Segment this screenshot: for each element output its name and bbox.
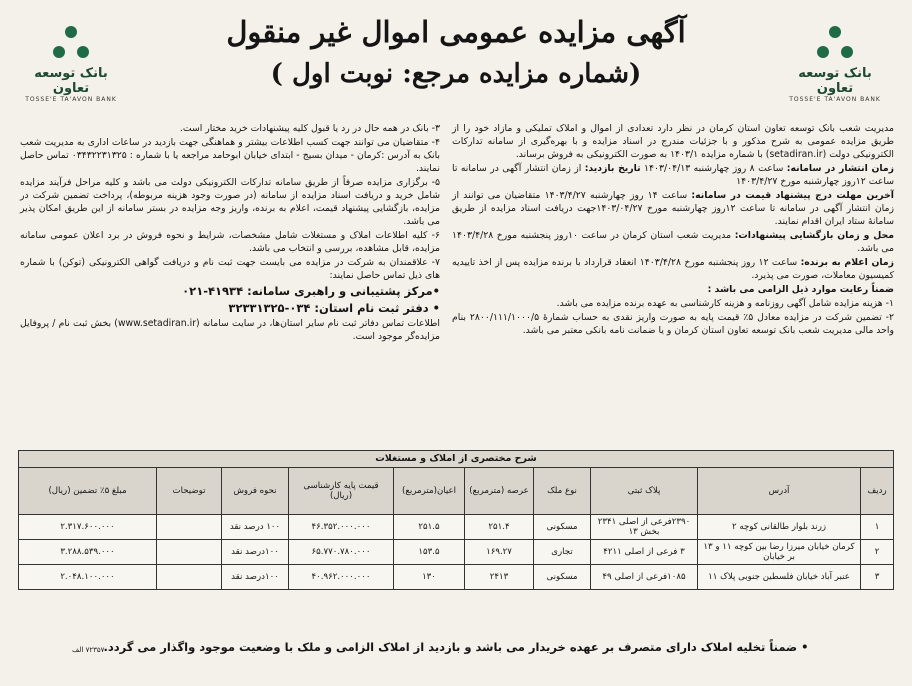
cell-sale-method: ۱۰۰درصد نقد — [222, 565, 289, 590]
right-column — [452, 122, 894, 338]
cell-address: زرند بلوار طالقانی کوچه ۲ — [698, 515, 861, 540]
publish-label: زمان انتشار در سامانه: — [786, 163, 894, 174]
cell-address: کرمان خیابان میرزا رضا بین کوچه ۱۱ و ۱۳ بر خیابان — [698, 540, 861, 565]
col-land-area: عرصه (مترمربع) — [465, 468, 534, 515]
cell-registration-plate: ۱۰۸۵فرعی از اصلی ۴۹ — [591, 565, 698, 590]
registration-info: اطلاعات تماس دفاتر ثبت نام سایر استان‌ها، در سایت سامانه (www.setadiran.ir) بخش ثبت نام / پروفایل مزایده‌گر موجود است. — [20, 318, 440, 342]
bank-name: بانک توسعه تعاون — [34, 66, 108, 96]
cell-row-number: ۲ — [861, 540, 894, 565]
cell-building-area: ۱۳۰ — [394, 565, 465, 590]
left-column — [20, 122, 440, 344]
condition-2: ۲- تضمین شرکت در مزایده معادل ۵٪ قیمت پایه به صورت واریز نقدی به حساب شمارهٔ ۲۸۰۰/۱۱۱/۱۰۰۰/۵ بنام واحد مالی مدیریت شعب بانک توسعه تعاون استان کرمان و یا ضمانت نامه بانکی معتبر می باشد. — [452, 312, 894, 336]
opening-line — [452, 229, 894, 255]
cell-property-type: مسکونی — [534, 515, 591, 540]
bank-emblem-icon — [813, 24, 857, 64]
cell-row-number: ۳ — [861, 565, 894, 590]
intro-paragraph: مدیریت شعب بانک توسعه تعاون استان کرمان در نظر دارد تعدادی از اموال و املاک تملیکی و مازاد خود را از طریق مزایده عمومی به شرح مذکور و با جزئیات مندرج در اسناد مزایده و با بهره‌گیری از سامانه تدارکات الکترونیکی دولت (setadiran.ir) با شماره مزایده ۱۴۰۳/۱ به صورت الکترونیکی به فروش برساند. — [452, 123, 894, 160]
cell-notes — [157, 515, 222, 540]
cell-guarantee-amount: ۳.۲۸۸.۵۳۹.۰۰۰ — [19, 540, 157, 565]
opening-label: محل و زمان بازگشایی پیشنهادات: — [734, 230, 894, 241]
bank-logo-left — [16, 24, 126, 103]
title-line-2: (شماره مزایده مرجع: نوبت اول ) — [270, 59, 642, 89]
col-property-type: نوع ملک — [534, 468, 591, 515]
publish-text: ساعت ۸ روز چهارشنبه ۱۴۰۳/۰۴/۱۳ — [644, 163, 784, 174]
bank-name: بانک توسعه تعاون — [798, 66, 872, 96]
cell-notes — [157, 540, 222, 565]
visit-label: تاریخ بازدید: — [584, 163, 641, 174]
cell-sale-method: ۱۰۰درصد نقد — [222, 540, 289, 565]
cell-base-price: ۶۵.۷۷۰.۷۸۰.۰۰۰ — [289, 540, 394, 565]
cell-guarantee-amount: ۲.۰۴۸.۱۰۰.۰۰۰ — [19, 565, 157, 590]
cell-building-area: ۱۵۳.۵ — [394, 540, 465, 565]
cell-property-type: تجاری — [534, 540, 591, 565]
publication-code: ۷۲۳۵۷ الف — [72, 646, 105, 654]
col-building-area: اعیان(مترمربع) — [394, 468, 465, 515]
cell-address: عنبر آباد خیابان فلسطین جنوبی پلاک ۱۱ — [698, 565, 861, 590]
col-notes: توضیحات — [157, 468, 222, 515]
deadline-label: آخرین مهلت درج پیشنهاد قیمت در سامانه: — [691, 190, 894, 201]
support-center-phone: •مرکز پشتیبانی و راهبری سامانه: ۴۱۹۳۴-۰۲۱ — [182, 284, 440, 298]
mandatory-title: ضمناً رعایت موارد ذیل الزامی می باشد : — [707, 284, 894, 295]
properties-table — [18, 467, 894, 590]
col-guarantee-amount: مبلغ ۵٪ تضمین (ریال) — [19, 468, 157, 515]
condition-5: ۵- برگزاری مزایده صرفاً از طریق سامانه تدارکات الکترونیکی دولت می باشد و کلیه مراحل فرآیند مزایده شامل خرید و دریافت اسناد مزایده از سامانه (در صورت وجود هزینه مربوطه)، پرداخت تضمین شرکت در مزایده، بازگشایی پیشنهاد قیمت، اعلام به برنده، واریز وجه مزایده در بستر سامانه از این طریق امکان پذیر می باشد. — [20, 177, 440, 227]
col-address: آدرس — [698, 468, 861, 515]
col-row-number: ردیف — [861, 468, 894, 515]
condition-6: ۶- کلیه اطلاعات املاک و مستغلات شامل مشخصات، شرایط و نحوه فروش در برد اعلان عمومی سامانه مزایده، قابل مشاهده، بررسی و انتخاب می باشد. — [20, 230, 440, 254]
table-title: شرح مختصری از املاک و مستغلات — [18, 450, 894, 467]
winner-label: زمان اعلام به برنده: — [800, 257, 894, 268]
condition-1: ۱- هزینه مزایده شامل آگهی روزنامه و هزینه کارشناسی به عهده برنده مزایده می باشد. — [556, 298, 894, 309]
cell-base-price: ۴۶.۳۵۲.۰۰۰.۰۰۰ — [289, 515, 394, 540]
cell-row-number: ۱ — [861, 515, 894, 540]
col-sale-method: نحوه فروش — [222, 468, 289, 515]
condition-4: ۴- متقاضیان می توانند جهت کسب اطلاعات بیشتر و هماهنگی جهت بازدید در ساعات اداری به مدیریت شعب بانک به آدرس :کرمان - میدان بسیج - ابتدای خیابان ابوحامد مراجعه یا با شماره : ۰۳۴۳۲۲۳۱۳۲۵ تماس حاصل نمایند. — [20, 137, 441, 174]
table-row — [19, 565, 894, 590]
table-row — [19, 515, 894, 540]
title-line-1: آگهی مزایده عمومی اموال غیر منقول — [226, 15, 686, 49]
cell-property-type: مسکونی — [534, 565, 591, 590]
condition-3: ۳- بانک در همه حال در رد یا قبول کلیه پیشنهادات خرید مختار است. — [179, 123, 440, 134]
opening-text: مدیریت شعب استان کرمان در ساعت ۱۰روز پنجشنبه مورخ ۱۴۰۳/۴/۲۸ می باشد. — [452, 230, 894, 254]
deadline-text: ساعت ۱۴ روز چهارشنبه ۱۴۰۳/۴/۲۷ متقاضیان می توانند از زمان انتشار آگهی در سامانه تا ساعت ۱۲روز چهارشنبه مورخ ۱۴۰۳/۰۴/۲۷جهت دریافت اسناد مزایده از طریق سامانهٔ ستاد ایران اقدام نمایند. — [452, 190, 894, 227]
col-base-price: قیمت پایه کارشناسی (ریال) — [289, 468, 394, 515]
cell-base-price: ۴۰.۹۶۲.۰۰۰.۰۰۰ — [289, 565, 394, 590]
winner-line — [452, 256, 894, 282]
col-registration-plate: پلاک ثبتی — [591, 468, 698, 515]
header — [10, 6, 902, 118]
table-row — [19, 540, 894, 565]
cell-registration-plate: ۳ فرعی از اصلی ۴۲۱۱ — [591, 540, 698, 565]
winner-text: ساعت ۱۲ روز پنجشنبه مورخ ۱۴۰۳/۴/۲۸ انعقاد قرارداد با برنده مزایده پس از اخذ تاییدیه کمیسیون معاملات، صورت می پذیرد. — [452, 257, 894, 281]
cell-land-area: ۲۴۱۳ — [465, 565, 534, 590]
cell-building-area: ۲۵۱.۵ — [394, 515, 465, 540]
cell-registration-plate: ۲۳۹۰فرعی از اصلی ۲۳۴۱ بخش ۱۳ — [591, 515, 698, 540]
bank-latin-name: TOSSE'E TA'AVON BANK — [25, 96, 117, 103]
properties-table-wrapper — [18, 450, 894, 590]
cell-notes — [157, 565, 222, 590]
notice-body — [10, 118, 902, 436]
visit-text: از زمان انتشار آگهی در سامانه تا ساعت ۱۲روز چهارشنبه مورخ ۱۴۰۳/۴/۲۷ — [452, 163, 894, 187]
cell-sale-method: ۱۰۰ درصد نقد — [222, 515, 289, 540]
deadline-line — [452, 189, 894, 228]
cell-land-area: ۲۵۱.۴ — [465, 515, 534, 540]
cell-land-area: ۱۶۹.۲۷ — [465, 540, 534, 565]
footer-note: • ضمناً تخلیه املاک دارای متصرف بر عهده خریدار می باشد و بازدید از املاک الزامی و ملک با وضعیت موجود واگذار می گردد. — [103, 640, 809, 654]
publish-line — [452, 162, 894, 188]
table-header-row — [19, 468, 894, 515]
condition-7: ۷- علاقمندان به شرکت در مزایده می بایست جهت ثبت نام و دریافت گواهی الکترونیکی (توکن) با شماره های ذیل تماس حاصل نمایند: — [20, 257, 440, 281]
cell-guarantee-amount: ۲.۳۱۷.۶۰۰.۰۰۰ — [19, 515, 157, 540]
bank-latin-name: TOSSE'E TA'AVON BANK — [789, 96, 881, 103]
bank-emblem-icon — [49, 24, 93, 64]
registry-office-phone: • دفتر ثبت نام استان: ۰۳۴-۳۲۳۳۱۳۲۵ — [228, 301, 440, 315]
bank-logo-right — [780, 24, 890, 103]
notice-title — [160, 10, 752, 94]
